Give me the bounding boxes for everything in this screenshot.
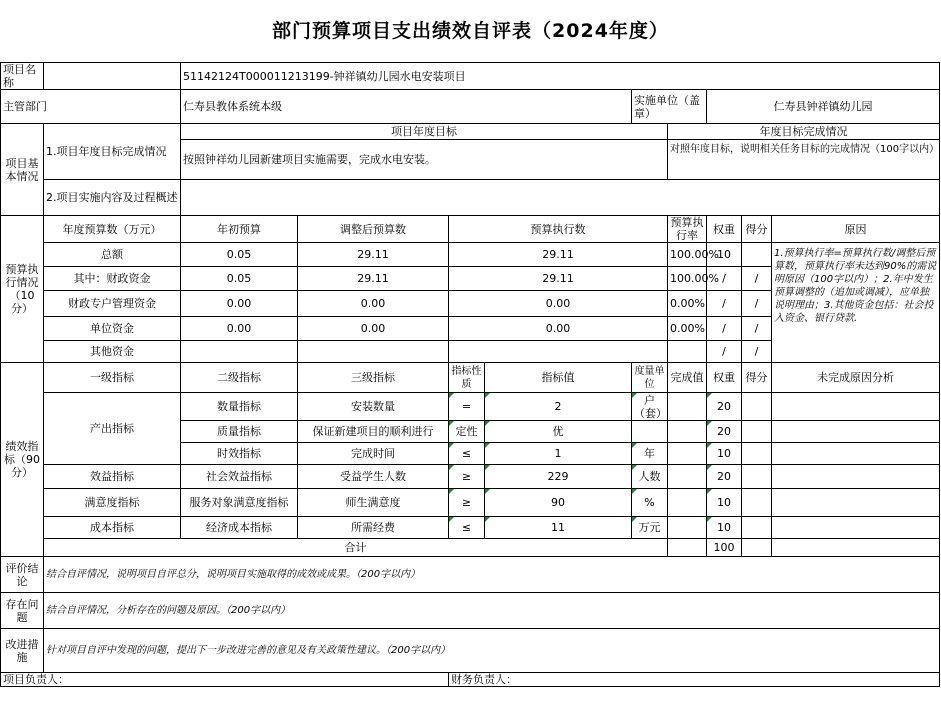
perf-l2: 时效指标: [181, 443, 298, 465]
perf-done: [668, 393, 707, 421]
perf-reason: [772, 465, 940, 489]
budget-adjusted: 0.00: [298, 317, 449, 341]
budget-rate: 100.00%: [668, 243, 707, 267]
table-row: [1, 489, 940, 517]
perf-done: [668, 443, 707, 465]
goal-done-text: 对照年度目标，说明相关任务目标的完成情况（100字以内）: [668, 140, 940, 180]
issues-text: 结合自评情况，分析存在的问题及原因。（200字以内）: [44, 593, 940, 629]
dept-value: 仁寿县教体系统本级: [181, 90, 632, 124]
perf-reason: [772, 421, 940, 443]
row-footer: [1, 673, 940, 687]
perf-score: [742, 443, 772, 465]
perf-header-6: 完成值: [668, 363, 707, 393]
perf-header-3: 指标性质: [449, 363, 485, 393]
row-total: [1, 539, 940, 557]
perf-weight: 20: [707, 421, 742, 443]
perf-nature: ≥: [449, 489, 485, 517]
row-budget-header: [1, 216, 940, 243]
perf-nature: ≤: [449, 443, 485, 465]
row-goal-header: [1, 124, 940, 140]
perf-value: 2: [485, 393, 632, 421]
budget-executed: [449, 341, 668, 363]
perf-weight: 20: [707, 393, 742, 421]
project-name-spacer: [44, 63, 181, 90]
budget-rate: 100.00%: [668, 267, 707, 291]
budget-executed: 0.00: [449, 291, 668, 317]
row-measures: [1, 629, 940, 673]
perf-score: [742, 489, 772, 517]
perf-score: [742, 421, 772, 443]
perf-unit: [632, 421, 668, 443]
evaluation-table: [0, 62, 940, 687]
perf-unit: %: [632, 489, 668, 517]
perf-reason: [772, 489, 940, 517]
perf-header-5: 度量单位: [632, 363, 668, 393]
budget-header-2: 调整后预算数: [298, 216, 449, 243]
project-name-label: 项目名称: [1, 63, 44, 90]
total-done: [668, 539, 707, 557]
budget-section-label: 预算执行情况（10分）: [1, 216, 44, 363]
total-reason: [772, 539, 940, 557]
budget-initial: 0.00: [181, 317, 298, 341]
budget-initial: [181, 341, 298, 363]
perf-l2: 服务对象满意度指标: [181, 489, 298, 517]
perf-unit: 户（套）: [632, 393, 668, 421]
budget-header-1: 年初预算: [181, 216, 298, 243]
perf-l3: 完成时间: [298, 443, 449, 465]
budget-score: [742, 243, 772, 267]
budget-weight: 10: [707, 243, 742, 267]
budget-weight: /: [707, 267, 742, 291]
perf-header-0: 一级指标: [44, 363, 181, 393]
perf-value: 优: [485, 421, 632, 443]
perf-value: 1: [485, 443, 632, 465]
budget-header-4: 预算执行率: [668, 216, 707, 243]
total-score: [742, 539, 772, 557]
perf-done: [668, 489, 707, 517]
perf-l2: 质量指标: [181, 421, 298, 443]
impl-label: 实施单位（盖章）: [632, 90, 707, 124]
perf-done: [668, 517, 707, 539]
perf-l2: 社会效益指标: [181, 465, 298, 489]
budget-header-5: 权重: [707, 216, 742, 243]
budget-score: /: [742, 291, 772, 317]
budget-row-label: 单位资金: [44, 317, 181, 341]
budget-weight: /: [707, 341, 742, 363]
budget-rate: 0.00%: [668, 317, 707, 341]
row-perf-header: [1, 363, 940, 393]
budget-weight: /: [707, 291, 742, 317]
perf-l1: 满意度指标: [44, 489, 181, 517]
perf-header-4: 指标值: [485, 363, 632, 393]
content-label: 2.项目实施内容及过程概述: [44, 180, 181, 216]
budget-initial: 0.05: [181, 243, 298, 267]
perf-reason: [772, 517, 940, 539]
table-row: [1, 465, 940, 489]
finance-lead-label: 财务负责人：: [449, 673, 940, 687]
budget-initial: 0.00: [181, 291, 298, 317]
perf-nature: ≥: [449, 465, 485, 489]
impl-value: 仁寿县钟祥镇幼儿园: [707, 90, 940, 124]
budget-adjusted: 29.11: [298, 243, 449, 267]
perf-score: [742, 393, 772, 421]
issues-label: 存在问题: [1, 593, 44, 629]
budget-rate: [668, 341, 707, 363]
row-project-name: [1, 63, 940, 90]
row-dept: [1, 90, 940, 124]
budget-executed: 29.11: [449, 243, 668, 267]
conclusion-label: 评价结论: [1, 557, 44, 593]
perf-section-label: 绩效指标（90分）: [1, 363, 44, 557]
perf-done: [668, 465, 707, 489]
perf-weight: 10: [707, 489, 742, 517]
budget-score: /: [742, 341, 772, 363]
budget-header-6: 得分: [742, 216, 772, 243]
project-lead-label: 项目负责人：: [1, 673, 449, 687]
perf-nature: 定性: [449, 421, 485, 443]
budget-adjusted: 0.00: [298, 291, 449, 317]
basic-section-label: 项目基本情况: [1, 124, 44, 216]
perf-weight: 10: [707, 443, 742, 465]
total-label: 合计: [44, 539, 668, 557]
perf-l2: 数量指标: [181, 393, 298, 421]
perf-done: [668, 421, 707, 443]
dept-label: 主管部门: [1, 90, 181, 124]
goal-label: 1.项目年度目标完成情况: [44, 124, 181, 180]
project-name-value: 51142124T000011213199-钟祥镇幼儿园水电安装项目: [181, 63, 940, 90]
perf-l3: 保证新建项目的顺利进行: [298, 421, 449, 443]
perf-value: 90: [485, 489, 632, 517]
budget-reason-note: 1.预算执行率=预算执行数/调整后预算数，预算执行率未达到90%的需说明原因（100字以内）；2.年中发生预算调整的（追加或调减），应单独说明理由；3.其他资金包括：社会投入资金、银行贷款.: [772, 243, 940, 363]
perf-reason: [772, 393, 940, 421]
row-content: [1, 180, 940, 216]
perf-unit: 万元: [632, 517, 668, 539]
perf-weight: 10: [707, 517, 742, 539]
goal-header: 项目年度目标: [181, 124, 668, 140]
budget-executed: 29.11: [449, 267, 668, 291]
budget-row-label: 总额: [44, 243, 181, 267]
page-title: 部门预算项目支出绩效自评表（2024年度）: [272, 20, 669, 42]
budget-row-label: 财政专户管理资金: [44, 291, 181, 317]
table-row: [1, 393, 940, 421]
perf-unit: 年: [632, 443, 668, 465]
budget-rate: 0.00%: [668, 291, 707, 317]
output-indicator-label: 产出指标: [44, 393, 181, 465]
perf-weight: 20: [707, 465, 742, 489]
budget-initial: 0.05: [181, 267, 298, 291]
perf-l3: 师生满意度: [298, 489, 449, 517]
budget-executed: 0.00: [449, 317, 668, 341]
perf-header-8: 得分: [742, 363, 772, 393]
perf-nature: =: [449, 393, 485, 421]
table-row: [1, 517, 940, 539]
budget-row-label: 其中：财政资金: [44, 267, 181, 291]
perf-header-9: 未完成原因分析: [772, 363, 940, 393]
perf-l1: 成本指标: [44, 517, 181, 539]
content-text: [181, 180, 940, 216]
goal-text: 按照钟祥幼儿园新建项目实施需要，完成水电安装。: [181, 140, 668, 180]
row-issues: [1, 593, 940, 629]
budget-header-0: 年度预算数（万元）: [44, 216, 181, 243]
conclusion-text: 结合自评情况，说明项目自评总分，说明项目实施取得的成效或成果。（200字以内）: [44, 557, 940, 593]
budget-row-label: 其他资金: [44, 341, 181, 363]
budget-weight: /: [707, 317, 742, 341]
budget-score: /: [742, 317, 772, 341]
budget-adjusted: 29.11: [298, 267, 449, 291]
measures-text: 针对项目自评中发现的问题，提出下一步改进完善的意见及有关政策性建议。（200字以内）: [44, 629, 940, 673]
table-row: [1, 243, 940, 267]
perf-value: 229: [485, 465, 632, 489]
total-weight: 100: [707, 539, 742, 557]
perf-l3: 所需经费: [298, 517, 449, 539]
perf-l1: 效益指标: [44, 465, 181, 489]
budget-adjusted: [298, 341, 449, 363]
budget-header-7: 原因: [772, 216, 940, 243]
perf-header-2: 三级指标: [298, 363, 449, 393]
budget-score: /: [742, 267, 772, 291]
perf-l2: 经济成本指标: [181, 517, 298, 539]
perf-nature: ≤: [449, 517, 485, 539]
perf-score: [742, 465, 772, 489]
perf-value: 11: [485, 517, 632, 539]
perf-l3: 安装数量: [298, 393, 449, 421]
perf-l3: 受益学生人数: [298, 465, 449, 489]
perf-header-7: 权重: [707, 363, 742, 393]
perf-header-1: 二级指标: [181, 363, 298, 393]
budget-header-3: 预算执行数: [449, 216, 668, 243]
perf-reason: [772, 443, 940, 465]
perf-unit: 人数: [632, 465, 668, 489]
perf-score: [742, 517, 772, 539]
measures-label: 改进措施: [1, 629, 44, 673]
row-conclusion: [1, 557, 940, 593]
goal-done-header: 年度目标完成情况: [668, 124, 940, 140]
